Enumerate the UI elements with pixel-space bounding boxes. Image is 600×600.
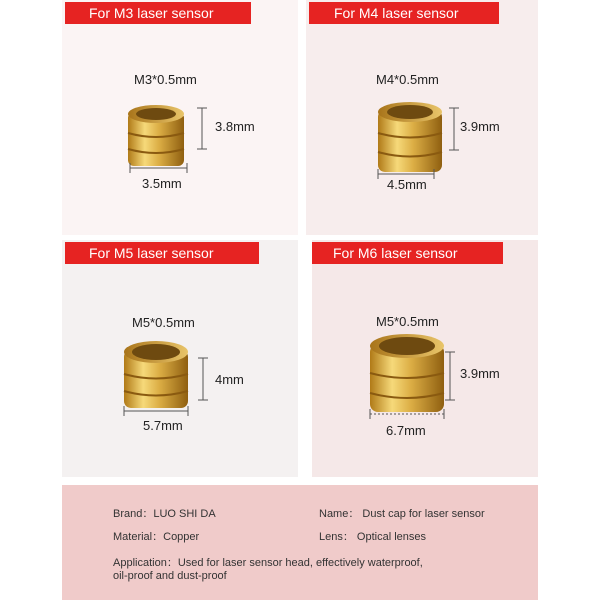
size-tag: For M6 laser sensor [312,242,503,264]
product-panel-m4 [306,0,538,235]
height-label: 3.8mm [215,119,255,134]
thread-label: M3*0.5mm [134,72,197,87]
lens-text: Lens： Optical lenses [319,531,426,543]
dust-cap-image [62,240,298,477]
dust-cap-image [306,0,538,235]
dust-cap-image [312,240,538,477]
width-label: 5.7mm [143,418,183,433]
height-label: 4mm [215,372,244,387]
product-panel-m3 [62,0,298,235]
name-text: Name： Dust cap for laser sensor [319,508,485,520]
height-label: 3.9mm [460,119,500,134]
width-label: 3.5mm [142,176,182,191]
brand-text: Brand：LUO SHI DA [113,508,216,520]
product-panel-m6 [312,240,538,477]
width-label: 4.5mm [387,177,427,192]
application-text-line2: oil-proof and dust-proof [113,570,227,582]
size-tag: For M4 laser sensor [309,2,499,24]
width-label: 6.7mm [386,423,426,438]
product-panel-m5 [62,240,298,477]
material-text: Material：Copper [113,531,200,543]
dust-cap-image [62,0,298,235]
thread-label: M5*0.5mm [132,315,195,330]
thread-label: M5*0.5mm [376,314,439,329]
height-label: 3.9mm [460,366,500,381]
product-info-panel [62,485,538,600]
thread-label: M4*0.5mm [376,72,439,87]
size-tag: For M5 laser sensor [65,242,259,264]
application-text-line1: Application：Used for laser sensor head, effectively waterproof, [113,557,423,569]
size-tag: For M3 laser sensor [65,2,251,24]
